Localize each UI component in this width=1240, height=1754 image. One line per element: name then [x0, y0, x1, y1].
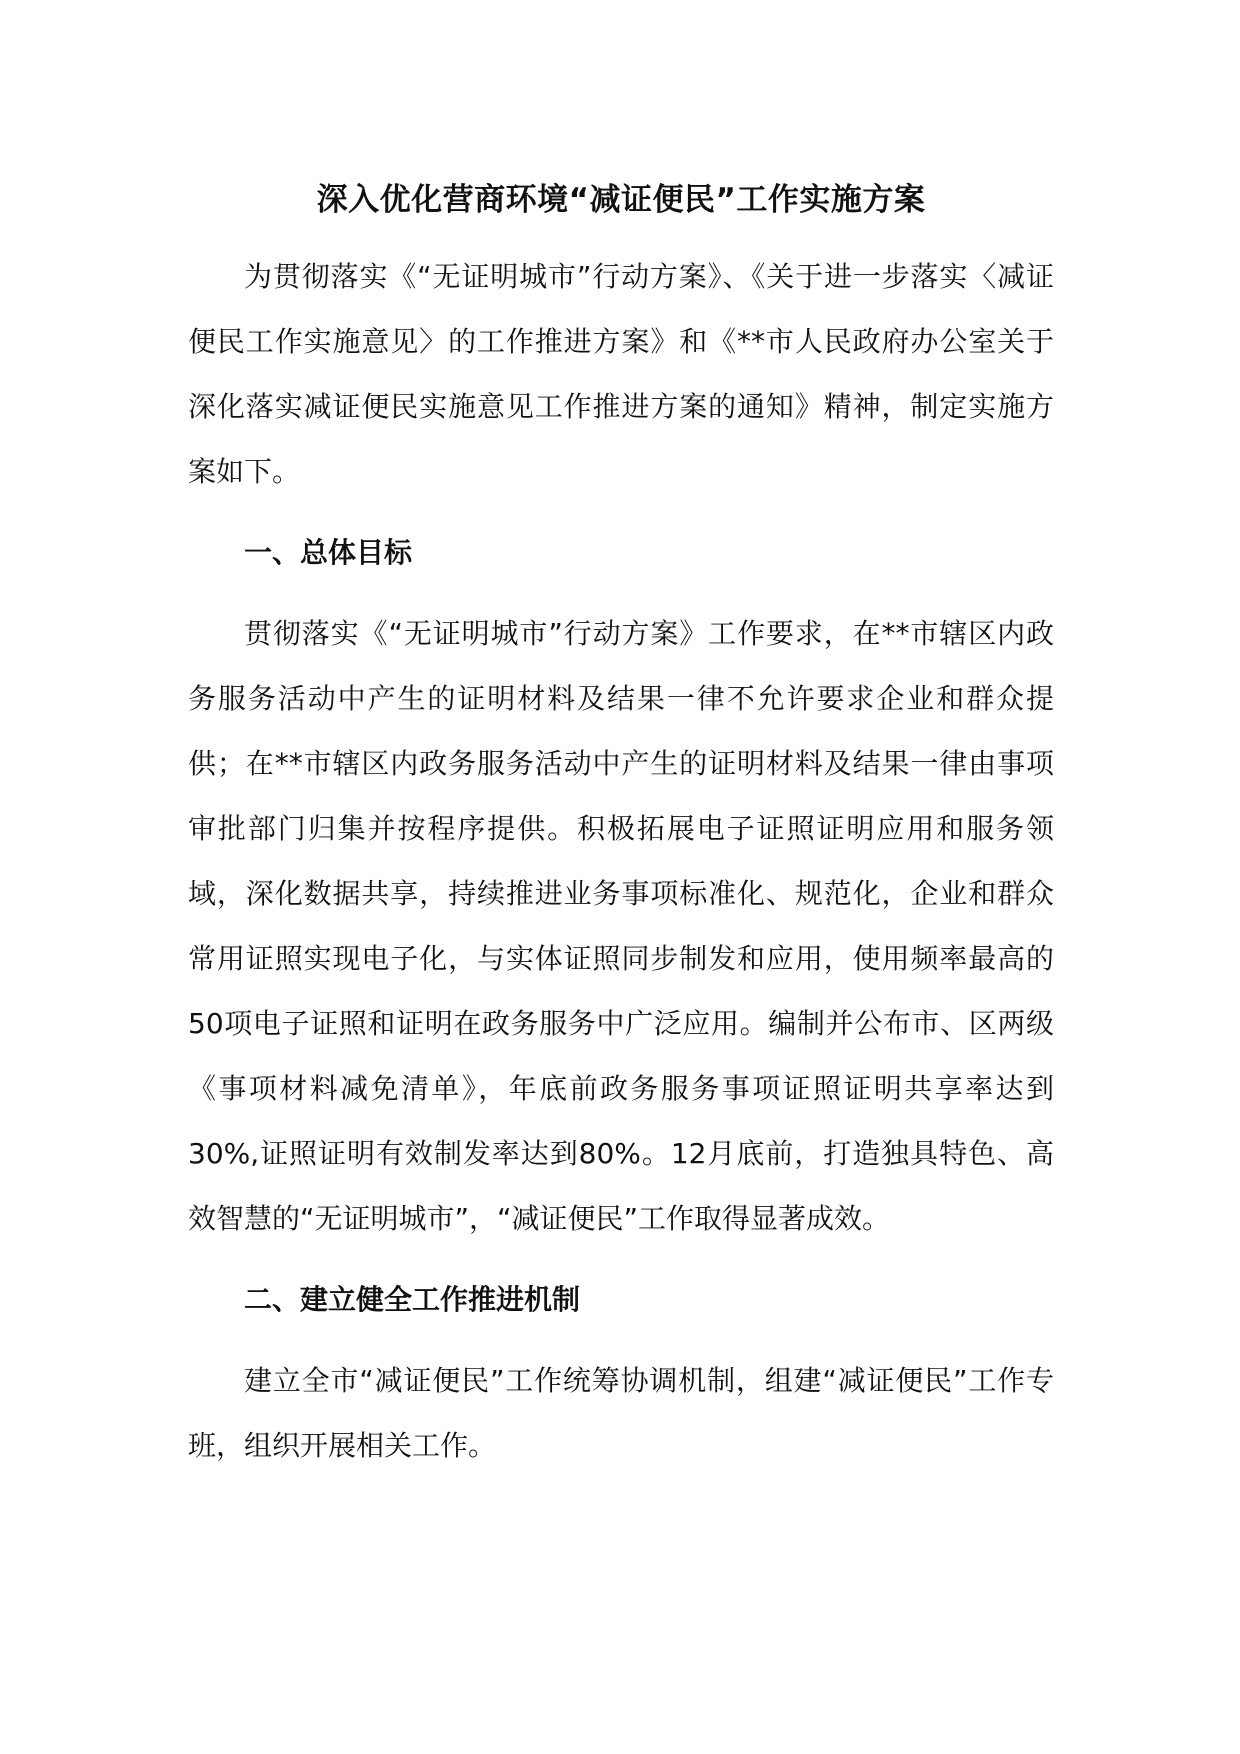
section-2-heading: 二、建立健全工作推进机制: [244, 1283, 581, 1316]
spacer: [188, 1332, 1054, 1348]
section-1-heading: 一、总体目标: [244, 536, 413, 569]
section-2-body: 建立全市“减证便民”工作统筹协调机制，组建“减证便民”工作专班，组织开展相关工作。: [188, 1364, 1054, 1462]
section-1-body: 贯彻落实《“无证明城市”行动方案》工作要求，在**市辖区内政务服务活动中产生的证明材料及结果一律不允许要求企业和群众提供；在**市辖区内政务服务活动中产生的证明材料及结果一律由事项审批部门归集并按程序提供。积极拓展电子证照证明应用和服务领域，深化数据共享，持续推进业务事项标准化、规范化，企业和群众常用证照实现电子化，与实体证照同步制发和应用，使用频率最高的50项电子证照和证明在政务服务中广泛应用。编制并公布市、区两级《事项材料减免清单》，年底前政务服务事项证照证明共享率达到30%,证照证明有效制发率达到80%。12月底前，打造独具特色、高效智慧的“无证明城市”，“减证便民”工作取得显著成效。: [188, 617, 1054, 1235]
spacer: [188, 230, 1054, 244]
document-page: [188, 170, 1054, 1478]
spacer: [188, 504, 1054, 520]
intro-paragraph: 为贯彻落实《“无证明城市”行动方案》、《关于进一步落实〈减证便民工作实施意见〉的工作推进方案》和《**市人民政府办公室关于深化落实减证便民实施意见工作推进方案的通知》精神，制定实施方案如下。: [188, 260, 1054, 488]
spacer: [188, 585, 1054, 601]
spacer: [188, 1251, 1054, 1267]
document-title: 深入优化营商环境“减证便民”工作实施方案: [316, 182, 926, 218]
